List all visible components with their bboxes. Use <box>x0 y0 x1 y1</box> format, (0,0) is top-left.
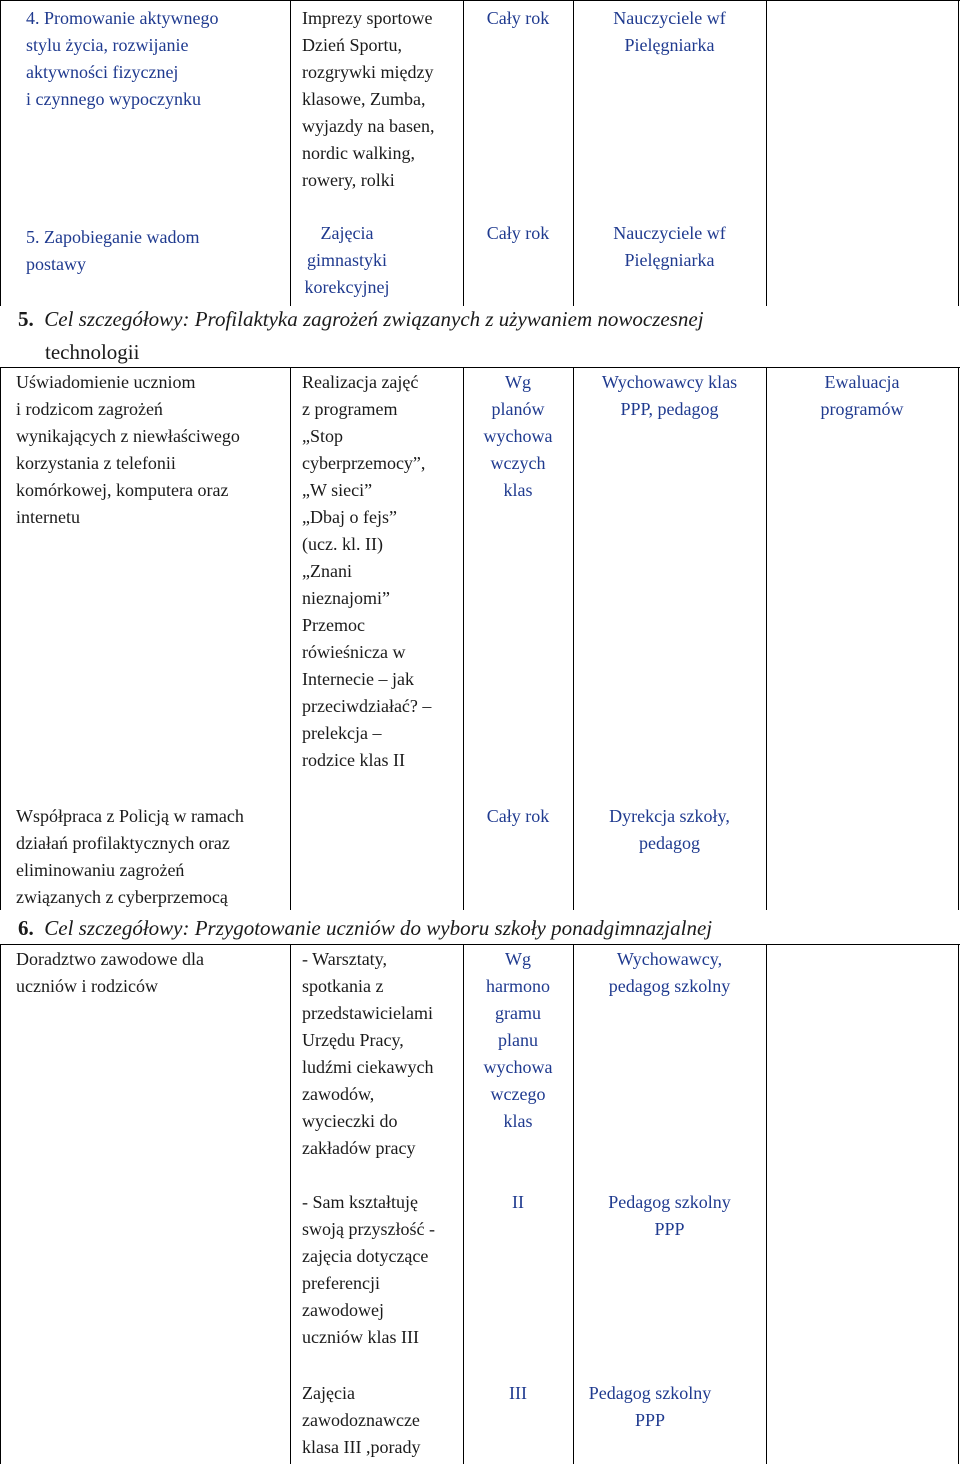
table-cell-forms: - Sam kształtuję swoją przyszłość - zajęcia dotyczące preferencji zawodowej uczniów klas III <box>302 1192 435 1347</box>
table-cell-task: 4. Promowanie aktywnego stylu życia, rozwijanie aktywności fizycznej i czynnego wypoczynku <box>26 8 219 109</box>
table-cell-forms: Zajęcia zawodoznawcze klasa III ,porady <box>302 1383 421 1457</box>
table-rule <box>958 367 959 910</box>
table-rule <box>0 944 1 1464</box>
table-cell-responsible: Wychowawcy klas PPP, pedagog <box>601 372 738 419</box>
section-heading <box>18 913 958 943</box>
table-cell-term: Cały rok <box>486 223 550 243</box>
table-cell-task: Doradztwo zawodowe dla uczniów i rodziców <box>16 949 204 996</box>
table-cell-forms: Zajęcia gimnastyki korekcyjnej <box>304 223 390 297</box>
table-cell-responsible: Dyrekcja szkoły, pedagog <box>609 806 730 853</box>
table-cell-term: Wg planów wychowa wczych klas <box>483 372 553 500</box>
section-number: 6. <box>18 916 34 940</box>
table-rule <box>766 0 767 306</box>
table-rule <box>290 944 291 1464</box>
table-rule <box>766 367 767 910</box>
table-rule <box>463 0 464 306</box>
table-cell-forms: - Warsztaty, spotkania z przedstawicielami Urzędu Pracy, ludźmi ciekawych zawodów, wycieczki do zakładów pracy <box>302 949 434 1158</box>
section-title-continuation: technologii <box>45 340 140 364</box>
section-heading <box>18 304 958 334</box>
table-cell-responsible: Wychowawcy, pedagog szkolny <box>608 949 731 996</box>
table-rule <box>290 367 291 910</box>
table-cell-task: 5. Zapobieganie wadom postawy <box>26 227 200 274</box>
table-rule <box>958 944 959 1464</box>
section-title: Cel szczegółowy: Profilaktyka zagrożeń związanych z używaniem nowoczesnej <box>44 307 704 331</box>
table-rule <box>958 0 959 306</box>
table-cell-forms: Imprezy sportowe Dzień Sportu, rozgrywki między klasowe, Zumba, wyjazdy na basen, nordic walking, rowery, rolki <box>302 8 435 190</box>
table-rule <box>0 0 960 1</box>
table-cell-term: Cały rok <box>486 806 550 826</box>
table-cell-responsible: Nauczyciele wf Pielęgniarka <box>613 223 726 270</box>
table-cell-evaluation: Ewaluacja programów <box>820 372 904 419</box>
table-cell-term: Wg harmono gramu planu wychowa wczego klas <box>483 949 553 1131</box>
table-cell-term: III <box>509 1383 527 1403</box>
table-rule <box>0 367 1 910</box>
section-number: 5. <box>18 307 34 331</box>
table-cell-term: Cały rok <box>486 8 550 28</box>
table-cell-responsible: Nauczyciele wf Pielęgniarka <box>613 8 726 55</box>
section-title-tail: j <box>706 916 713 940</box>
table-cell-forms: Realizacja zajęć z programem „Stop cyberprzemocy”, „W sieci” „Dbaj o fejs” (ucz. kl. II) „Znani nieznajomi” Przemoc rówieśnicza w Internecie – jak przeciwdziałać? – prelekcja – rodzice klas II <box>302 372 432 770</box>
table-cell-task: Współpraca z Policją w ramach działań profilaktycznych oraz eliminowaniu zagrożeń związanych z cyberprzemocą <box>16 806 244 907</box>
section-title: Cel szczegółowy: Przygotowanie uczniów do wyboru szkoły ponadgimnazjalne <box>44 916 707 940</box>
table-rule <box>0 944 960 945</box>
table-cell-term: II <box>512 1192 524 1212</box>
table-rule <box>0 367 960 368</box>
table-cell-task: Uświadomienie uczniom i rodzicom zagrożeń wynikających z niewłaściwego korzystania z telefonii komórkowej, komputera oraz internetu <box>16 372 240 527</box>
table-cell-responsible: Pedagog szkolny PPP <box>588 1383 712 1430</box>
table-rule <box>0 0 1 306</box>
table-rule <box>290 0 291 306</box>
table-rule <box>766 944 767 1464</box>
table-cell-responsible: Pedagog szkolny PPP <box>608 1192 731 1239</box>
